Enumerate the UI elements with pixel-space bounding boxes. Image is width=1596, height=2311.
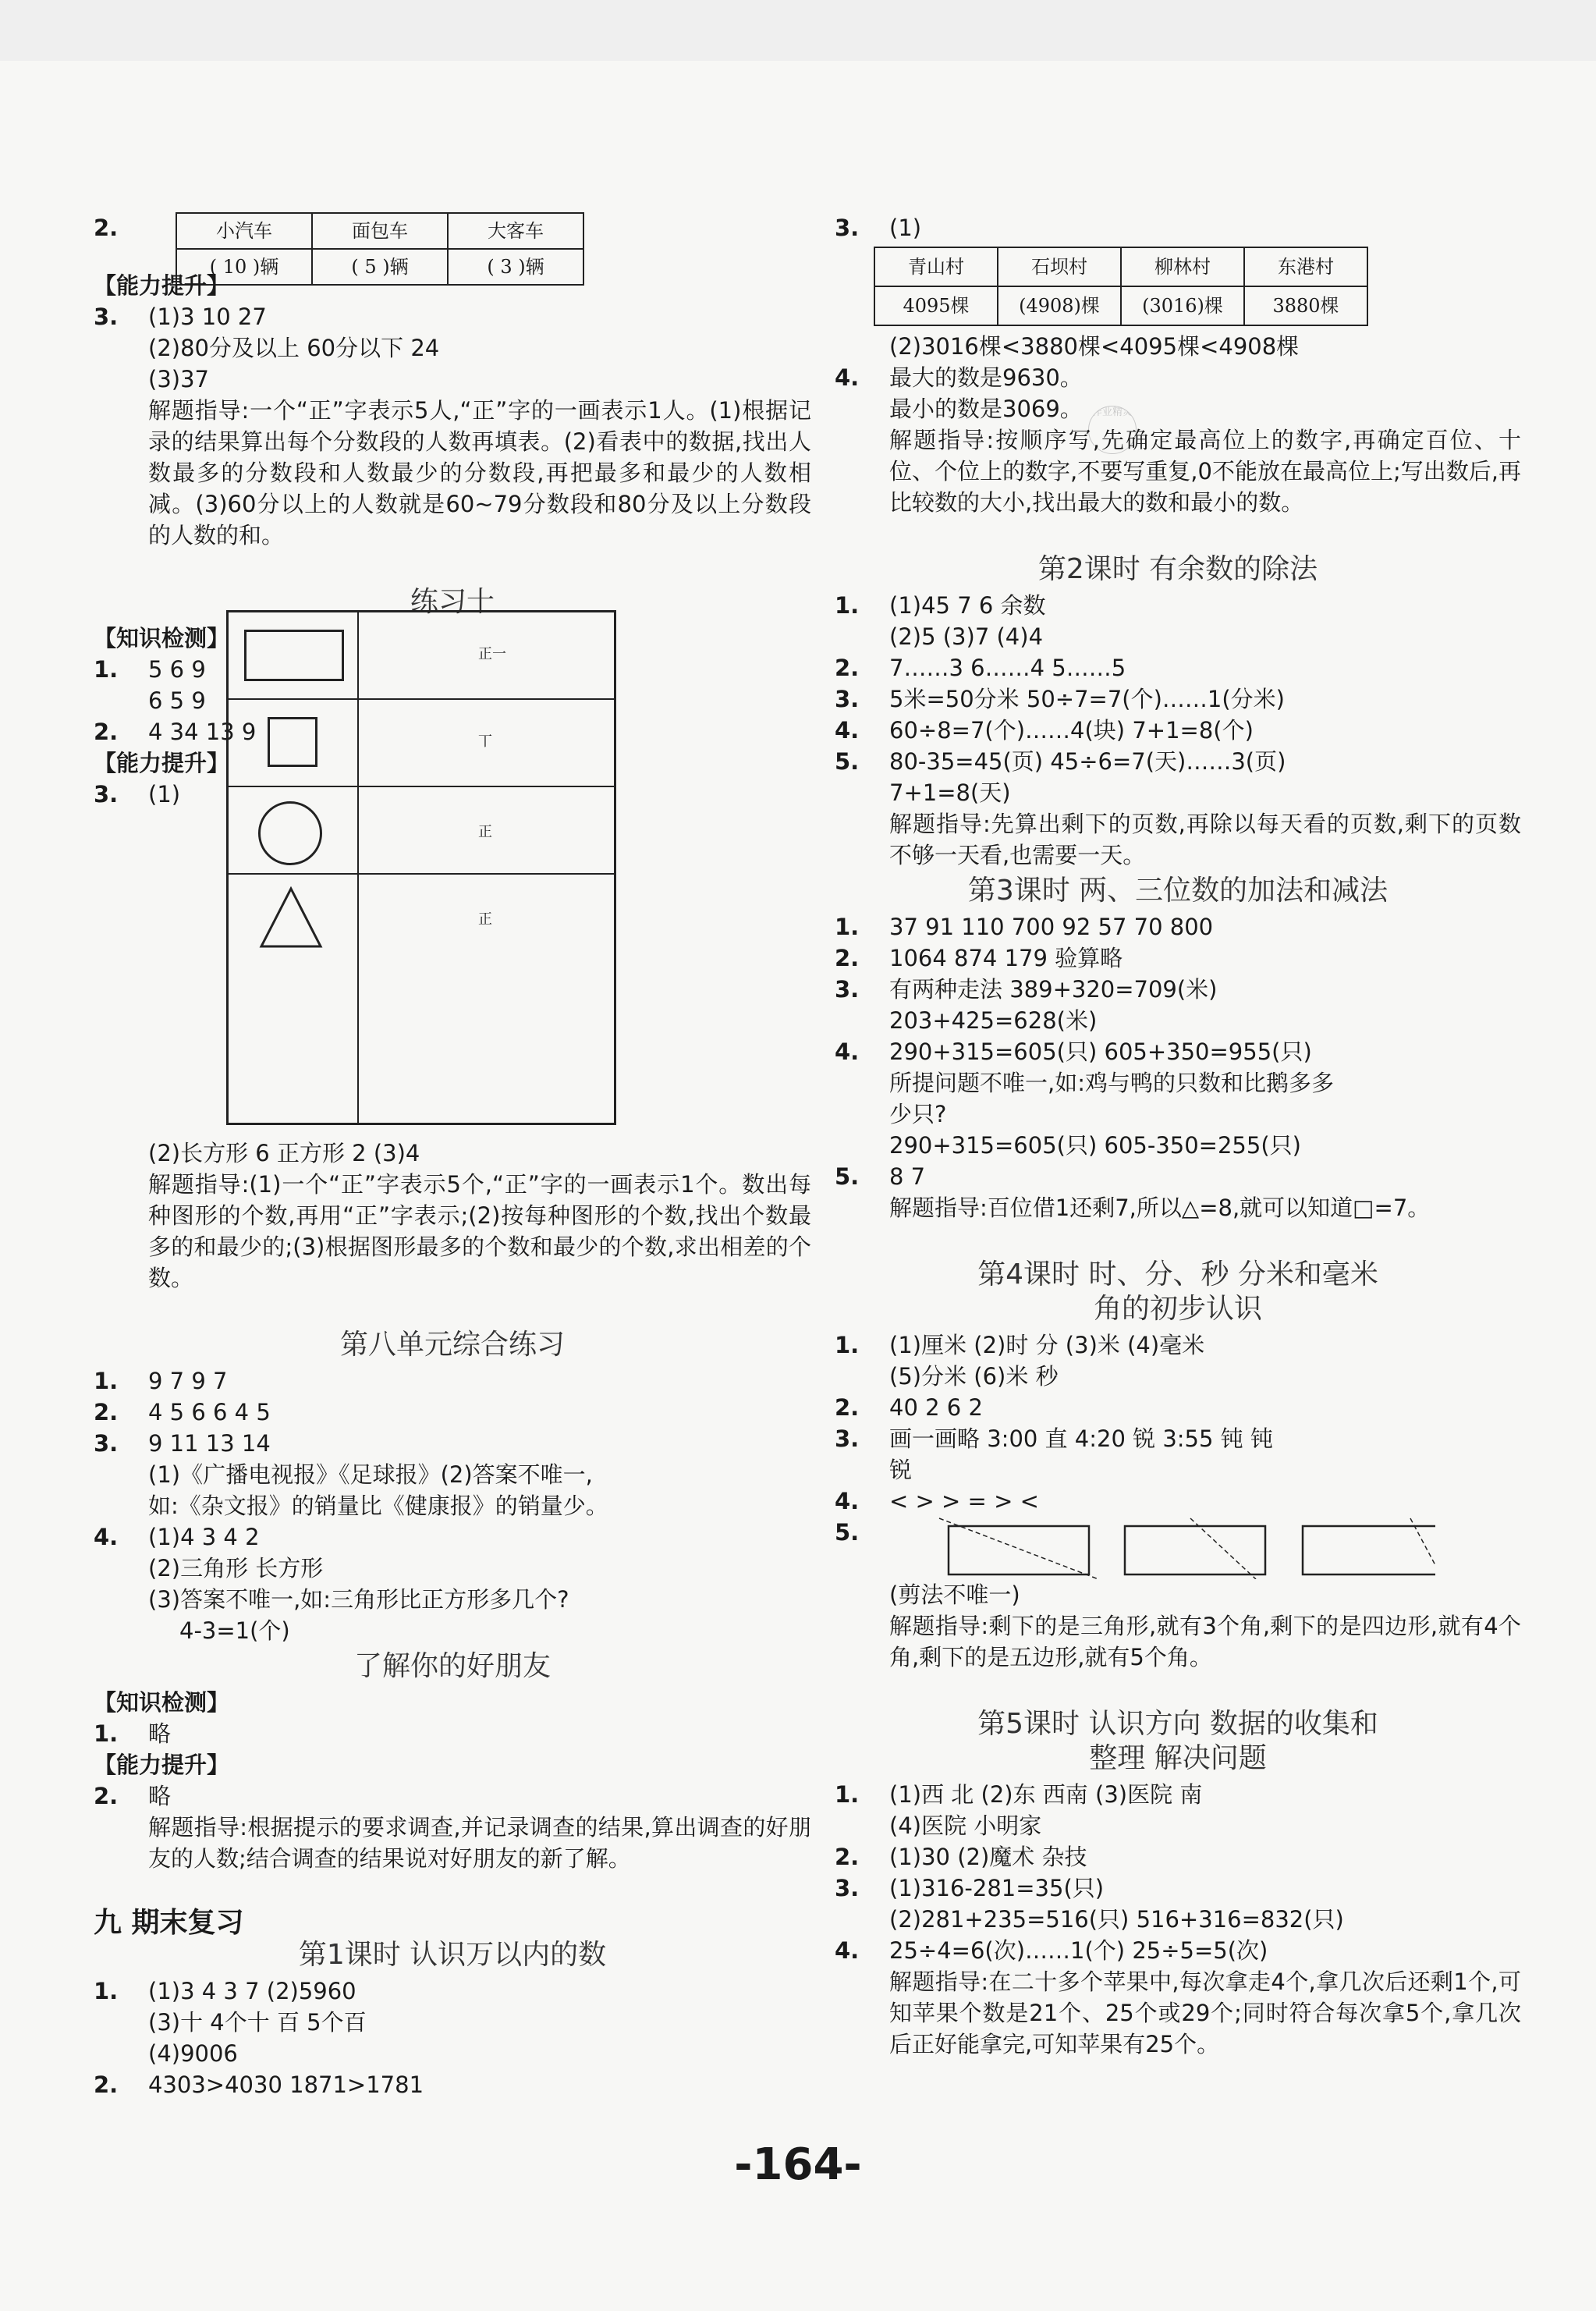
c3-number: 3. <box>835 976 860 1003</box>
answer-line: 4 5 6 6 4 5 <box>148 1399 271 1425</box>
hint-text: 解题指导:在二十多个苹果中,每次拿走4个,拿几次后还剩1个,可知苹果个数是21个、25个或29个;同时符合每次拿5个,拿几次后正好能拿完,可知苹果有25个。 <box>889 1968 1521 2057</box>
table-cell: ( 3 )辆 <box>448 249 583 285</box>
cut-rectangle-2 <box>1125 1518 1265 1579</box>
answer-line: 9 11 13 14 <box>148 1430 271 1457</box>
grid-row <box>229 700 614 787</box>
answer-line: (1) <box>148 781 181 808</box>
hint-text: 解题指导:一个“正”字表示5人,“正”字的一画表示1人。(1)根据记录的结果算出每个分数段的人数再填表。(2)看表中的数据,找出人数最多的分数段和人数最少的分数段,再把最多和最少的人数相减。(3)60分以上的人数就是60~79分数段和80分及以上分数段的人数的和。 <box>148 397 811 548</box>
rectangle-icon <box>244 630 344 681</box>
k2-number: 2. <box>94 719 119 745</box>
answer-line: 画一画略 3:00 直 4:20 锐 3:55 钝 钝 <box>889 1425 1273 1452</box>
hint-text: 解题指导:先算出剩下的页数,再除以每天看的页数,剩下的页数不够一天看,也需要一天。 <box>889 811 1521 868</box>
answer-line: (1)厘米 (2)时 分 (3)米 (4)毫米 <box>889 1332 1205 1358</box>
d5-number: 5. <box>835 1519 860 1546</box>
answer-line: 如:《杂文报》的销量比《健康报》的销量少。 <box>148 1493 608 1519</box>
right-column <box>835 212 1521 2091</box>
q2-number: 2. <box>94 215 119 241</box>
c4-number: 4. <box>835 1038 860 1065</box>
hint-text: 解题指导:(1)一个“正”字表示5个,“正”字的一画表示1个。数出每种图形的个数,再用“正”字表示;(2)按每种图形的个数,找出个数最多的和最少的;(3)根据图形最多的个数和最少的个数,求出相差的个数。 <box>148 1171 811 1291</box>
tally-mark: 丅 <box>478 733 492 750</box>
lesson-title: 第5课时 认识方向 数据的收集和 <box>977 1708 1378 1740</box>
left-column <box>94 212 811 2100</box>
answer-line: (1)《广播电视报》《足球报》(2)答案不唯一, <box>148 1461 593 1488</box>
answer-line: 290+315=605(只) 605-350=255(只) <box>889 1132 1301 1159</box>
answer-line: (5)分米 (6)米 秒 <box>889 1363 1059 1390</box>
d4-number: 4. <box>835 1488 860 1514</box>
b2-number: 2. <box>835 655 860 681</box>
e1-number: 1. <box>835 1781 860 1808</box>
answer-line: (1)30 (2)魔术 杂技 <box>889 1844 1087 1870</box>
f1-number: 1. <box>94 1720 119 1747</box>
tally-mark: 正一 <box>478 646 506 662</box>
n3-number: 3. <box>94 781 119 808</box>
vehicle-table <box>176 212 584 286</box>
table-cell: (4908)棵 <box>998 286 1121 325</box>
answer-line: (3)37 <box>148 366 209 392</box>
answer-line: 8 7 <box>889 1163 926 1190</box>
lesson-title: 第3课时 两、三位数的加法和减法 <box>967 875 1389 907</box>
e4-number: 4. <box>835 1937 860 1964</box>
grid-row <box>229 612 614 700</box>
q3-number: 3. <box>94 304 119 330</box>
table-cell: ( 5 )辆 <box>312 249 448 285</box>
answer-line: 4-3=1(个) <box>179 1617 290 1644</box>
lesson-title: 第1课时 认识万以内的数 <box>298 1939 607 1971</box>
a4-number: 4. <box>835 364 860 391</box>
b5-number: 5. <box>835 748 860 775</box>
table-cell: 3880棵 <box>1244 286 1367 325</box>
answer-line: (1)4 3 4 2 <box>148 1524 260 1550</box>
d3-number: 3. <box>835 1425 860 1452</box>
grid-row <box>229 875 614 960</box>
answer-line: (4)医院 小明家 <box>889 1812 1042 1839</box>
answer-line: 40 2 6 2 <box>889 1394 983 1421</box>
circle-icon <box>258 801 322 865</box>
answer-line: 略 <box>148 1783 172 1809</box>
answer-line: 有两种走法 389+320=709(米) <box>889 976 1218 1003</box>
u4-number: 4. <box>94 1524 119 1550</box>
answer-line: 略 <box>148 1720 172 1747</box>
table-header: 面包车 <box>312 213 448 249</box>
table-header: 柳林村 <box>1121 247 1244 286</box>
answer-line: 7……3 6……4 5……5 <box>889 655 1126 681</box>
hint-text: 解题指导:按顺序写,先确定最高位上的数字,再确定百位、十位、个位上的数字,不要写重复,0不能放在最高位上;写出数后,再比较数的大小,找出最大的数和最小的数。 <box>889 427 1521 516</box>
answer-line: 锐 <box>889 1457 913 1483</box>
b4-number: 4. <box>835 717 860 744</box>
table-cell: 4095棵 <box>874 286 998 325</box>
answer-line: 最小的数是3069。 <box>889 396 1083 422</box>
c2-number: 2. <box>835 945 860 971</box>
a3-number: 3. <box>835 215 860 241</box>
answer-line: (1)3 10 27 <box>148 304 267 330</box>
c1-number: 1. <box>835 914 860 940</box>
chapter-heading: 九 期末复习 <box>94 1907 244 1939</box>
answer-line: 少只? <box>889 1101 947 1127</box>
answer-line: (剪法不唯一) <box>889 1581 1020 1608</box>
answer-line: 80-35=45(页) 45÷6=7(天)……3(页) <box>889 748 1286 775</box>
r1-number: 1. <box>94 1978 119 2004</box>
tally-mark: 正 <box>478 911 492 928</box>
c5-number: 5. <box>835 1163 860 1190</box>
section-title: 练习十 <box>410 586 495 618</box>
u1-number: 1. <box>94 1368 119 1394</box>
answer-line: 最大的数是9630。 <box>889 364 1083 391</box>
village-table <box>874 247 1368 326</box>
table-cell: (3016)棵 <box>1121 286 1244 325</box>
answer-line: (3)答案不唯一,如:三角形比正方形多几个? <box>148 1586 569 1613</box>
shape-tally-grid <box>226 610 616 1125</box>
cut-rectangles-figure <box>889 1517 1435 1579</box>
section-tag: 【能力提升】 <box>94 1752 230 1778</box>
answer-line: 37 91 110 700 92 57 70 800 <box>889 914 1214 940</box>
answer-line: (1) <box>889 215 922 241</box>
answer-line: (4)9006 <box>148 2040 238 2067</box>
answer-line: 4 34 13 9 <box>148 719 257 745</box>
table-header: 石坝村 <box>998 247 1121 286</box>
table-cell: ( 10 )辆 <box>176 249 312 285</box>
answer-line: 5 6 9 <box>148 656 206 683</box>
hint-text: 解题指导:百位借1还剩7,所以△=8,就可以知道□=7。 <box>889 1195 1431 1221</box>
e2-number: 2. <box>835 1844 860 1870</box>
answer-line: (3)十 4个十 百 5个百 <box>148 2009 367 2036</box>
answer-line: (1)3 4 3 7 (2)5960 <box>148 1978 356 2004</box>
answer-line: (2)3016棵<3880棵<4095棵<4908棵 <box>889 333 1300 360</box>
answer-line: 1064 874 179 验算略 <box>889 945 1123 971</box>
cut-rectangle-1 <box>939 1518 1098 1579</box>
lesson-subtitle: 整理 解决问题 <box>1089 1742 1267 1774</box>
hint-text: 解题指导:根据提示的要求调查,并记录调查的结果,算出调查的好朋友的人数;结合调查的结果说对好朋友的新了解。 <box>148 1814 811 1872</box>
answer-line: 7+1=8(天) <box>889 779 1011 806</box>
lesson-title: 第2课时 有余数的除法 <box>1037 553 1318 585</box>
hint-text: 解题指导:剩下的是三角形,就有3个角,剩下的是四边形,就有4个角,剩下的是五边形,就有5个角。 <box>889 1613 1521 1670</box>
d1-number: 1. <box>835 1332 860 1358</box>
watermark-text: 作业精灵 <box>1091 406 1133 418</box>
u3-number: 3. <box>94 1430 119 1457</box>
answer-line: (2)三角形 长方形 <box>148 1555 324 1581</box>
table-header: 大客车 <box>448 213 583 249</box>
answer-line: 203+425=628(米) <box>889 1007 1098 1034</box>
table-header: 小汽车 <box>176 213 312 249</box>
table-header: 青山村 <box>874 247 998 286</box>
k1-number: 1. <box>94 656 119 683</box>
b3-number: 3. <box>835 686 860 712</box>
answer-line: (1)316-281=35(只) <box>889 1875 1105 1901</box>
lesson-title: 第4课时 时、分、秒 分米和毫米 <box>977 1258 1378 1290</box>
answer-line: < > > = > < <box>889 1488 1039 1514</box>
r2-number: 2. <box>94 2071 119 2098</box>
b1-number: 1. <box>835 592 860 619</box>
answer-line: 25÷4=6(次)……1(个) 25÷5=5(次) <box>889 1937 1268 1964</box>
answer-line: 所提问题不唯一,如:鸡与鸭的只数和比鹅多多 <box>889 1070 1334 1096</box>
cut-rectangle-3 <box>1303 1518 1435 1574</box>
square-icon <box>268 717 317 767</box>
answer-line: 5米=50分米 50÷7=7(个)……1(分米) <box>889 686 1285 712</box>
section-tag: 【能力提升】 <box>94 750 230 776</box>
answer-line: (1)45 7 6 余数 <box>889 592 1046 619</box>
answer-line: 290+315=605(只) 605+350=955(只) <box>889 1038 1312 1065</box>
d2-number: 2. <box>835 1394 860 1421</box>
answer-line: (2)长方形 6 正方形 2 (3)4 <box>148 1140 420 1166</box>
grid-row <box>229 787 614 875</box>
answer-line: 9 7 9 7 <box>148 1368 228 1394</box>
u2-number: 2. <box>94 1399 119 1425</box>
section-tag: 【能力提升】 <box>94 272 230 299</box>
top-band <box>0 0 1596 61</box>
answer-line: (2)281+235=516(只) 516+316=832(只) <box>889 1906 1344 1933</box>
answer-line: 4303>4030 1871>1781 <box>148 2071 424 2098</box>
section-tag: 【知识检测】 <box>94 1689 230 1716</box>
f2-number: 2. <box>94 1783 119 1809</box>
e3-number: 3. <box>835 1875 860 1901</box>
answer-line: (2)80分及以上 60分以下 24 <box>148 335 440 361</box>
answer-line: 6 5 9 <box>148 687 206 714</box>
page-number: -164- <box>734 2139 862 2190</box>
section-tag: 【知识检测】 <box>94 625 230 651</box>
section-title: 了解你的好朋友 <box>353 1650 551 1682</box>
lesson-subtitle: 角的初步认识 <box>1093 1293 1262 1325</box>
table-header: 东港村 <box>1244 247 1367 286</box>
tally-mark: 正 <box>478 824 492 840</box>
answer-line: (2)5 (3)7 (4)4 <box>889 623 1044 650</box>
section-title: 第八单元综合练习 <box>339 1329 565 1361</box>
answer-line: (1)西 北 (2)东 西南 (3)医院 南 <box>889 1781 1203 1808</box>
answer-line: 60÷8=7(个)……4(块) 7+1=8(个) <box>889 717 1254 744</box>
triangle-icon <box>258 886 324 951</box>
